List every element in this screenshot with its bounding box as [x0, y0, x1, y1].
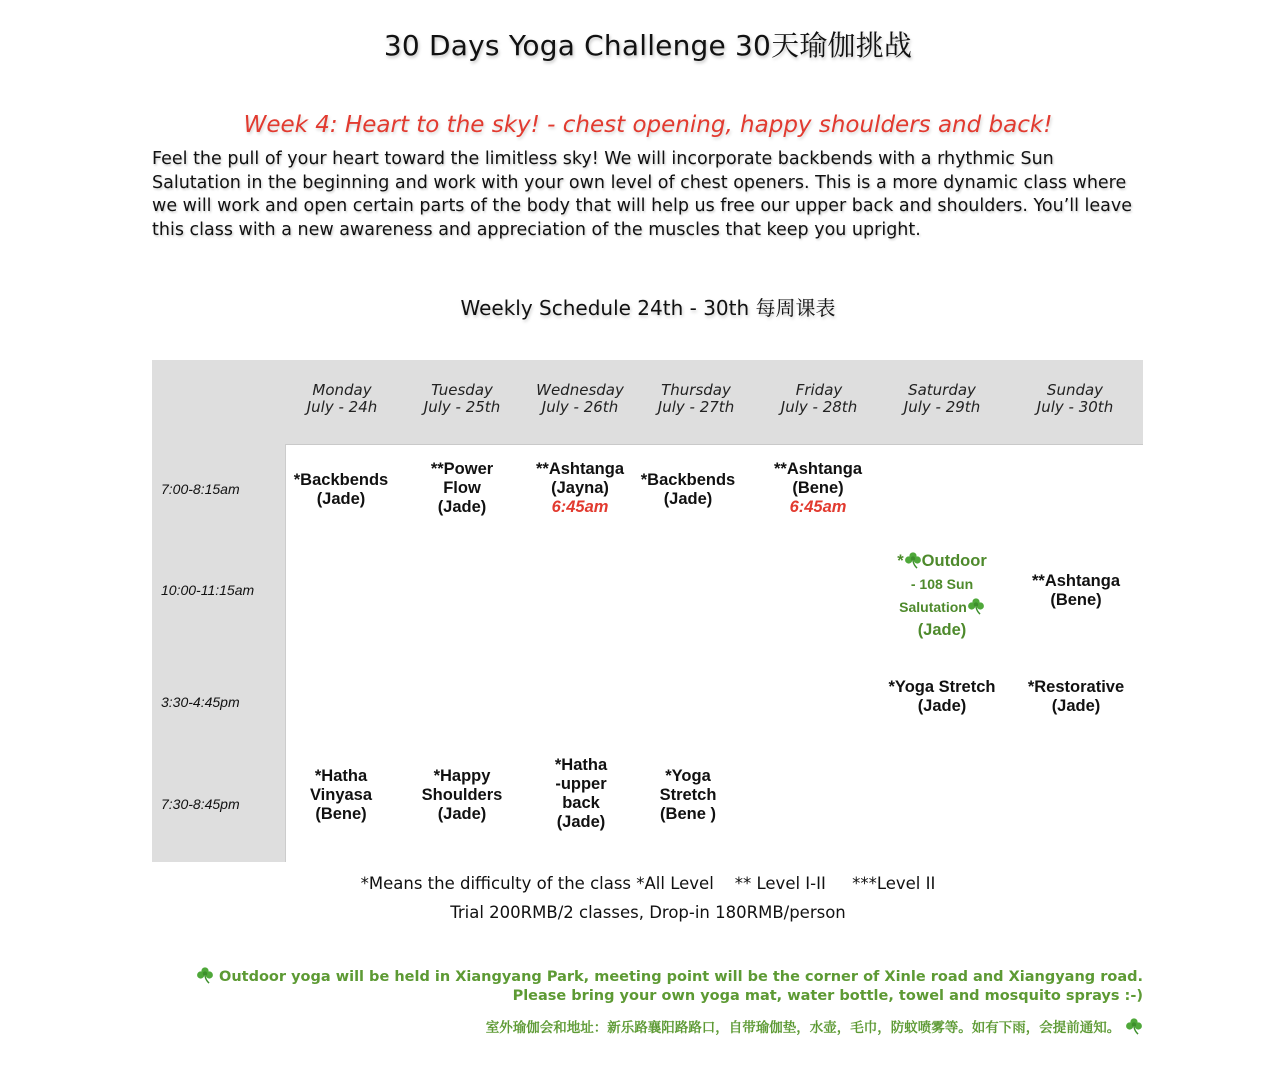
day-header-monday: Monday July - 24h [306, 381, 378, 416]
shamrock-icon [196, 966, 214, 984]
class-cell: **Ashtanga (Bene) [1031, 572, 1121, 609]
day-header-sunday: Sunday July - 30th [1036, 381, 1114, 416]
pricing-note: Trial 200RMB/2 classes, Drop-in 180RMB/person [450, 903, 846, 922]
class-cell: *Hatha -upper back (Jade) [554, 756, 608, 831]
time-slot-330pm: 3:30-4:45pm [161, 694, 240, 710]
shamrock-icon [967, 597, 985, 615]
class-cell: *Yoga Stretch (Bene ) [659, 767, 717, 823]
day-header-thursday: Thursday July - 27th [657, 381, 735, 416]
class-cell: **Power Flow (Jade) [430, 460, 494, 516]
class-cell: *Yoga Stretch (Jade) [888, 678, 996, 715]
class-cell: *Happy Shoulders (Jade) [421, 767, 503, 823]
class-cell: *Backbends (Jade) [293, 471, 389, 508]
class-cell: *Backbends (Jade) [640, 471, 736, 508]
day-header-tuesday: Tuesday July - 25th [423, 381, 501, 416]
time-slot-730pm: 7:30-8:45pm [161, 796, 240, 812]
schedule-table [152, 360, 1143, 862]
outdoor-class-cell: * Outdoor - 108 Sun Salutation (Jade) [897, 552, 987, 639]
early-time-note: 6:45am [551, 498, 609, 516]
outdoor-note-chinese: 室外瑜伽会和地址：新乐路襄阳路路口，自带瑜伽垫，水壶，毛巾，防蚊喷雾等。如有下雨，会提前通知。 [486, 1017, 1143, 1038]
shamrock-icon [904, 551, 922, 569]
intro-paragraph: Feel the pull of your heart toward the limitless sky! We will incorporate backbends with a rhythmic Sun Salutation in the beginning and work with your own level of chest openers. This is a more dynamic class where we will work and open certain parts of the body that will help us free our upper back and shoulders. You’ll leave this class with a new awareness and appreciation of the muscles that keep you upright. [152, 149, 1133, 240]
day-header-saturday: Saturday July - 29th [903, 381, 981, 416]
schedule-title: Weekly Schedule 24th - 30th 每周课表 [460, 296, 836, 320]
time-slot-10am: 10:00-11:15am [161, 582, 255, 598]
shamrock-icon [1125, 1017, 1143, 1035]
page-title: 30 Days Yoga Challenge 30天瑜伽挑战 [383, 29, 913, 62]
early-time-note: 6:45am [789, 498, 847, 516]
difficulty-legend: *Means the difficulty of the class *All Level ** Level I-II ***Level II [360, 874, 936, 893]
class-cell: **Ashtanga (Bene) 6:45am [753, 460, 883, 517]
outdoor-note: Outdoor yoga will be held in Xiangyang Park, meeting point will be the corner of Xinle road and Xiangyang road. Please bring your own yoga mat, water bottle, towel and mosquito sprays :-) [196, 966, 1143, 1006]
time-slot-7am: 7:00-8:15am [161, 481, 240, 497]
class-cell: **Ashtanga (Jayna) 6:45am [515, 460, 645, 517]
class-cell: *Restorative (Jade) [1027, 678, 1125, 715]
class-cell: *Hatha Vinyasa (Bene) [309, 767, 373, 823]
day-header-friday: Friday July - 28th [780, 381, 858, 416]
day-header-wednesday: Wednesday July - 26th [536, 381, 624, 416]
time-column [152, 360, 286, 862]
week-heading: Week 4: Heart to the sky! - chest opening, happy shoulders and back! [243, 112, 1053, 138]
